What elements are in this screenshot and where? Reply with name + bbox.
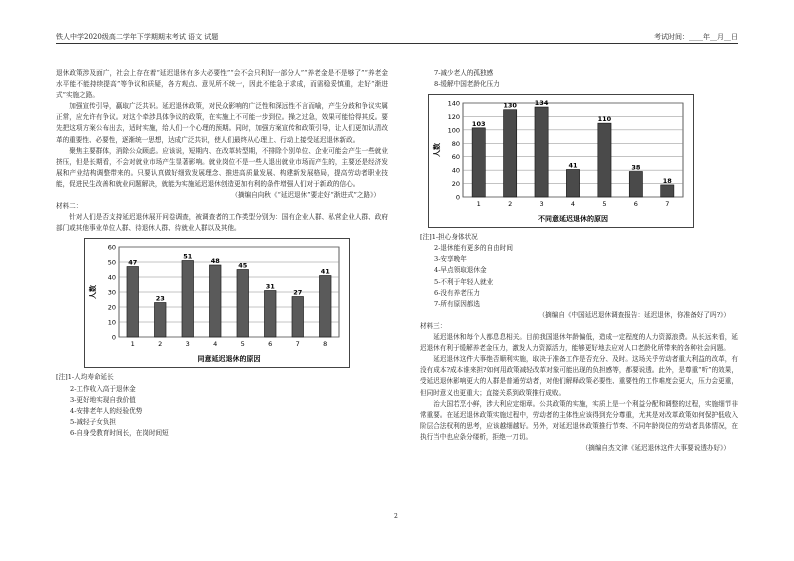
bar xyxy=(127,267,139,338)
note-item: 7-减少老人的孤独感 xyxy=(434,69,494,77)
y-tick-label: 50 xyxy=(107,258,116,267)
y-tick-label: 40 xyxy=(107,273,116,282)
x-tick-label: 5 xyxy=(602,200,607,209)
note-item: 4-安排老年人的经验优势 xyxy=(70,406,143,415)
y-tick-label: 0 xyxy=(111,333,116,342)
y-tick-label: 20 xyxy=(451,180,460,189)
data-label: 48 xyxy=(210,257,220,266)
x-axis-title: 同意延迟退休的原因 xyxy=(197,355,261,364)
x-tick-label: 6 xyxy=(633,200,638,209)
y-tick-label: 0 xyxy=(455,193,460,202)
y-tick-label: 10 xyxy=(107,318,116,327)
bar xyxy=(566,170,579,198)
note-item: 7-所有原因都选 xyxy=(434,299,480,308)
y-tick-label: 30 xyxy=(107,288,116,297)
bar xyxy=(319,276,331,338)
source-citation: （摘编自向秋《“延迟退休”要走好“渐进式”之路》） xyxy=(231,191,380,200)
source-citation: （摘编自杰文津《延迟退休这件大事要说透办好》） xyxy=(581,443,730,452)
bar xyxy=(237,270,249,338)
note-item: [注]1-人均寿命延长 xyxy=(56,373,114,382)
y-tick-label: 100 xyxy=(447,126,460,135)
data-label: 51 xyxy=(183,252,193,261)
x-tick-label: 5 xyxy=(240,340,245,349)
disagree-reasons-bar-chart xyxy=(428,94,694,228)
bar xyxy=(504,110,517,197)
data-label: 41 xyxy=(320,267,330,276)
paragraph: 退休政策涉及面广，社会上存在着“延迟退休有多大必要性”“会不会只利好一部分人”“养老金是不是够了”“养老金水平能不能持续提高”等争议和质疑，各方观点、意见所不统一，因此不能急于求成，而需稳妥慎重，走好“渐进式”实施之路。 xyxy=(56,69,388,100)
note-item: [注]1-担心身体状况 xyxy=(420,233,478,242)
bar xyxy=(292,297,304,338)
data-label: 134 xyxy=(534,99,549,108)
header-exam-date: 考试时间：____年__月__日 xyxy=(654,33,738,41)
bar xyxy=(598,123,611,197)
x-tick-label: 1 xyxy=(476,200,481,209)
x-tick-label: 4 xyxy=(213,340,218,349)
data-label: 47 xyxy=(128,258,138,267)
bar xyxy=(209,265,221,337)
y-tick-label: 60 xyxy=(451,153,460,162)
note-item: 3-更好地实现自我价值 xyxy=(70,395,136,404)
x-tick-label: 1 xyxy=(130,340,135,349)
bar xyxy=(472,128,485,197)
y-axis-title: 人数 xyxy=(89,285,97,300)
note-item: 2-退休能有更多的自由时间 xyxy=(434,244,513,253)
agree-reasons-bar-chart xyxy=(84,238,350,368)
y-tick-label: 140 xyxy=(447,99,460,108)
x-tick-label: 7 xyxy=(295,340,300,349)
material3-title: 材料三： xyxy=(420,321,447,330)
x-tick-label: 3 xyxy=(539,200,544,209)
y-axis-title: 人数 xyxy=(433,143,441,158)
data-label: 45 xyxy=(238,261,248,270)
paragraph: 治大国若烹小鲜，涉大利应定细章。公共政策的实施，实质上是一个利益分配和调整的过程，实施细节非常重要。在延迟退休政策实施过程中，劳动者的主体性应该得到充分尊重，尤其是对改革政策如何保护低收入阶层合法权利的思考，应该越细越好。另外，对延迟退休政策推行节奏、不同年龄岗位的劳动者具体情况，在执行当中也应条分缕析，拒绝一刀切。 xyxy=(420,399,738,441)
bar xyxy=(154,303,166,338)
paragraph: 加强宣传引导，赢取广泛共识。延迟退休政策，对民众影响的广泛性和深远性不言而喻，产生分歧和争议实属正常，应允许有争议。对这个牵涉具体争议的政策，在实施上不可能一步到位。操之过急，效果可能恰得其反。要先把这项方案公布出去，适时实施，给人们一个心理的预期。同时，加强方案宣传和政策引导，让人们更加认清改革的重要性、必要性，逐渐统一思想，达成广泛共识，使人们最终从心理上、行动上接受延迟退休新政。 xyxy=(56,102,388,144)
bar xyxy=(629,172,642,198)
data-label: 41 xyxy=(568,161,578,170)
data-label: 110 xyxy=(597,115,612,124)
x-tick-label: 7 xyxy=(665,200,670,209)
data-label: 23 xyxy=(155,294,165,303)
note-item: 5-不利于年轻人就业 xyxy=(434,277,494,286)
note-item: 5-减轻子女负担 xyxy=(70,417,116,426)
y-tick-label: 80 xyxy=(451,139,460,148)
note-item: 6-自身受教育时间长，在岗时间短 xyxy=(70,428,169,437)
x-axis-title: 不同意延迟退休的原因 xyxy=(538,215,608,224)
x-tick-label: 4 xyxy=(570,200,576,209)
paragraph: 聚焦主要群体，消除公众顾虑。应该说，短期内、在改革转型期，不排除个别单位、企业可能会产生一些就业挤压，但是长期看，不会对就业市场产生显著影响。就业岗位不是一些人退出就业市场而产生的，主要还是经济发展和产业结构调整带来的。只要认真做好细致发展理念、推进高质量发展、构建新发展格局，提高劳动者职业技能，促进民生改善和就业问题解决，就能为实施延迟退休创造更加有利的条件增强人们对于新政的信心。 xyxy=(56,146,388,188)
note-item: 2-工作收入高于退休金 xyxy=(70,384,136,393)
data-label: 130 xyxy=(503,101,517,110)
paragraph: 针对人们是否支持延迟退休展开问卷调查，被调查者的工作类型分别为：国有企业人群、私营企业人群、政府部门或其他事业单位人群、待退休人群、待就业人群以及其他。 xyxy=(56,213,388,233)
y-tick-label: 40 xyxy=(451,166,460,175)
y-tick-label: 20 xyxy=(107,303,116,312)
y-tick-label: 60 xyxy=(107,243,116,252)
x-tick-label: 8 xyxy=(323,340,328,349)
bar xyxy=(535,107,548,197)
data-label: 18 xyxy=(662,177,672,186)
x-tick-label: 2 xyxy=(508,200,513,209)
data-label: 27 xyxy=(293,288,303,297)
page-number: 2 xyxy=(394,513,398,520)
material2-title: 材料二： xyxy=(56,202,83,211)
x-tick-label: 3 xyxy=(185,340,190,349)
paragraph: 延迟退休这件大事绝否顺利实施，取决于准备工作是否充分、及时。这场关乎劳动者重大利益的改革，有没有成本?成本谁来担?如何用政策减轻改革对象可能出现的负担感等，都要说透。此外，是尊重“听”的效果，受延迟退休影响更大的人群是普通劳动者，对他们解释政策必要性、重要性的工作难度会更大，压力会更重，但同时意义也更重大；直接关系到政策推行成败。 xyxy=(420,355,738,397)
left-column xyxy=(56,68,388,439)
x-tick-label: 2 xyxy=(158,340,163,349)
note-item: 3-安享晚年 xyxy=(434,255,467,264)
paragraph: 延迟退休和每个人都息息相关。目前我国退休年龄偏低，造成一定程度的人力资源浪费。从长远来看，延迟退休有利于缓解养老金压力，激发人力资源活力，能够更好地去应对人口老龄化所带来的各种社会问题。 xyxy=(420,333,738,353)
bar xyxy=(661,185,674,197)
data-label: 38 xyxy=(631,163,641,172)
bar xyxy=(182,261,194,338)
bar xyxy=(264,291,276,338)
data-label: 103 xyxy=(471,120,486,129)
data-label: 31 xyxy=(265,282,275,291)
page-header xyxy=(56,31,738,44)
source-citation: （摘编自《中国延迟退休调查报告：延迟退休，你准备好了吗?》） xyxy=(538,310,730,319)
right-column xyxy=(420,68,738,454)
x-tick-label: 6 xyxy=(268,340,273,349)
note-item: 4-早点领取退休金 xyxy=(434,266,487,275)
note-item: 8-缓解中国老龄化压力 xyxy=(434,80,500,89)
header-title: 铁人中学2020级高二学年下学期期末考试 语文 试题 xyxy=(56,33,219,41)
note-item: 6-没有养老压力 xyxy=(434,288,480,297)
y-tick-label: 120 xyxy=(447,113,460,122)
